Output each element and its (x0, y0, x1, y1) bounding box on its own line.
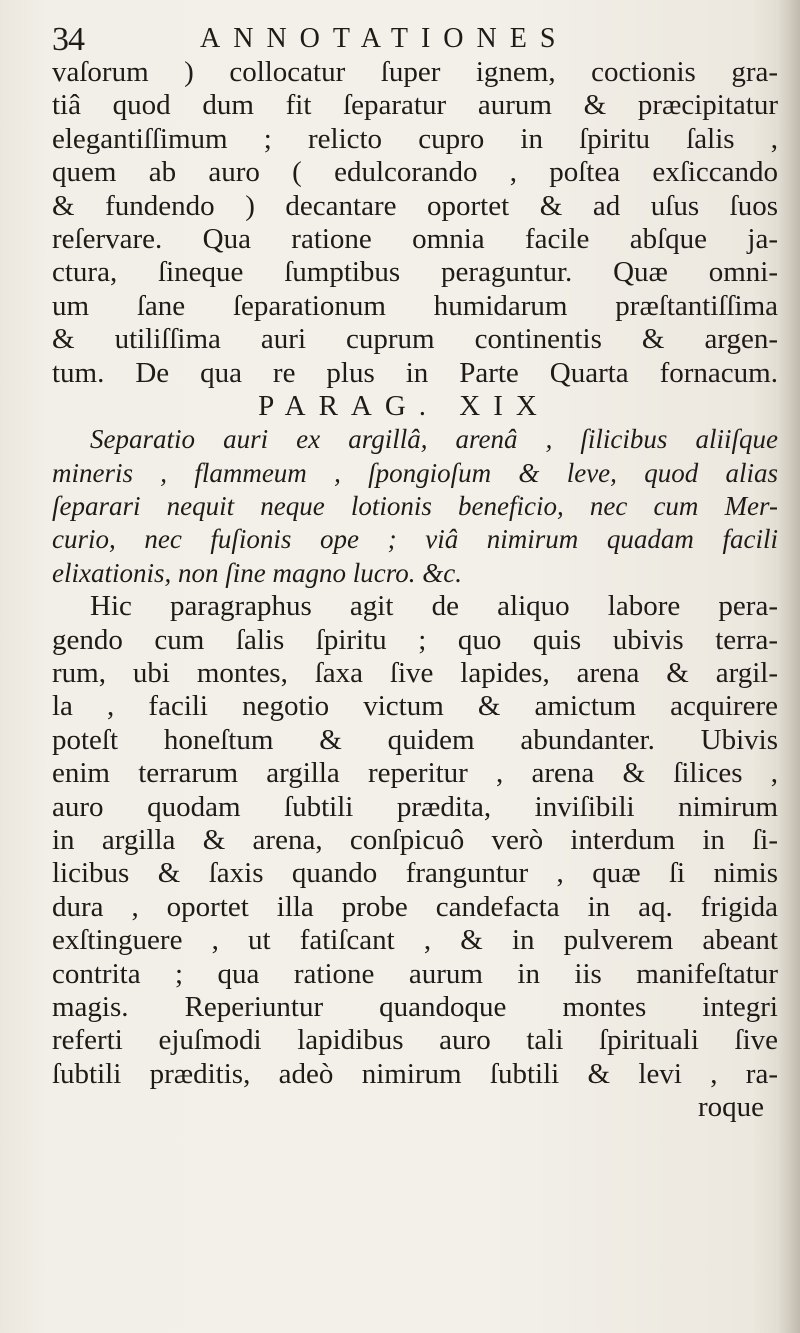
text-line: elegantiſſimum ; relicto cupro in ſpiritu ſalis , (52, 122, 778, 155)
running-head (52, 14, 772, 62)
paragraph-heading: PARAG. XIX (258, 389, 550, 422)
text-line: vaſorum ) collocatur ſuper ignem, coctionis gra- (52, 56, 778, 88)
body-line: contrita ; qua ratione aurum in iis manifeſtatur (52, 957, 778, 990)
body-line: ſubtili præditis, adeò nimirum ſubtili & levi , ra- (52, 1057, 778, 1090)
body-line: poteſt honeſtum & quidem abundanter. Ubivis (52, 723, 778, 756)
body-line: dura , oportet illa probe candefacta in aq. frigida (52, 890, 778, 923)
summary-line: elixationis, non ſine magno lucro. &c. (52, 557, 462, 588)
body-line: magis. Reperiuntur quandoque montes integri (52, 990, 778, 1023)
text-line: reſervare. Qua ratione omnia facile abſque ja- (52, 222, 778, 255)
page-edge-shadow (778, 0, 800, 1333)
text-block (52, 56, 778, 1125)
catchword: roque (697, 1091, 764, 1124)
body-line: rum, ubi montes, ſaxa ſive lapides, arena & argil- (52, 657, 778, 690)
text-line: um ſane ſeparationum humidarum præſtantiſſima (52, 289, 778, 322)
text-line: ctura, ſineque ſumptibus peraguntur. Quæ omni- (52, 256, 778, 289)
body-line: in argilla & arena, conſpicuô verò interdum in ſi- (52, 823, 778, 856)
body-line: auro quodam ſubtili prædita, inviſibili nimirum (52, 790, 778, 823)
text-line: tum. De qua re plus in Parte Quarta fornacum. (52, 356, 778, 389)
summary-line: Separatio auri ex argillâ, arenâ , ſilicibus aliiſque (90, 424, 778, 455)
text-line: tiâ quod dum fit ſeparatur aurum & præcipitatur (52, 89, 778, 122)
body-line: Hic paragraphus agit de aliquo labore pera- (90, 590, 778, 623)
text-line: & fundendo ) decantare oportet & ad uſus ſuos (52, 189, 778, 222)
page-number: 34 (52, 21, 84, 58)
text-line: & utiliſſima auri cuprum continentis & argen- (52, 323, 778, 356)
summary-line: ſeparari nequit neque lotionis beneficio, nec cum Mer- (52, 491, 778, 522)
body-line: exſtinguere , ut fatiſcant , & in pulverem abeant (52, 924, 778, 957)
running-title: ANNOTATIONES (200, 23, 569, 54)
summary-line: mineris , flammeum , ſpongioſum & leve, quod alias (52, 457, 778, 488)
body-line: enim terrarum argilla reperitur , arena & ſilices , (52, 757, 778, 790)
body-line: la , facili negotio victum & amictum acquirere (52, 690, 778, 723)
body-line: referti ejuſmodi lapidibus auro tali ſpirituali ſive (52, 1024, 778, 1057)
body-line: licibus & ſaxis quando franguntur , quæ ſi nimis (52, 857, 778, 890)
text-line: quem ab auro ( edulcorando , poſtea exſiccando (52, 156, 778, 189)
body-line: gendo cum ſalis ſpiritu ; quo quis ubivis terra- (52, 623, 778, 656)
summary-line: curio, nec fuſionis ope ; viâ nimirum quadam facili (52, 524, 778, 555)
